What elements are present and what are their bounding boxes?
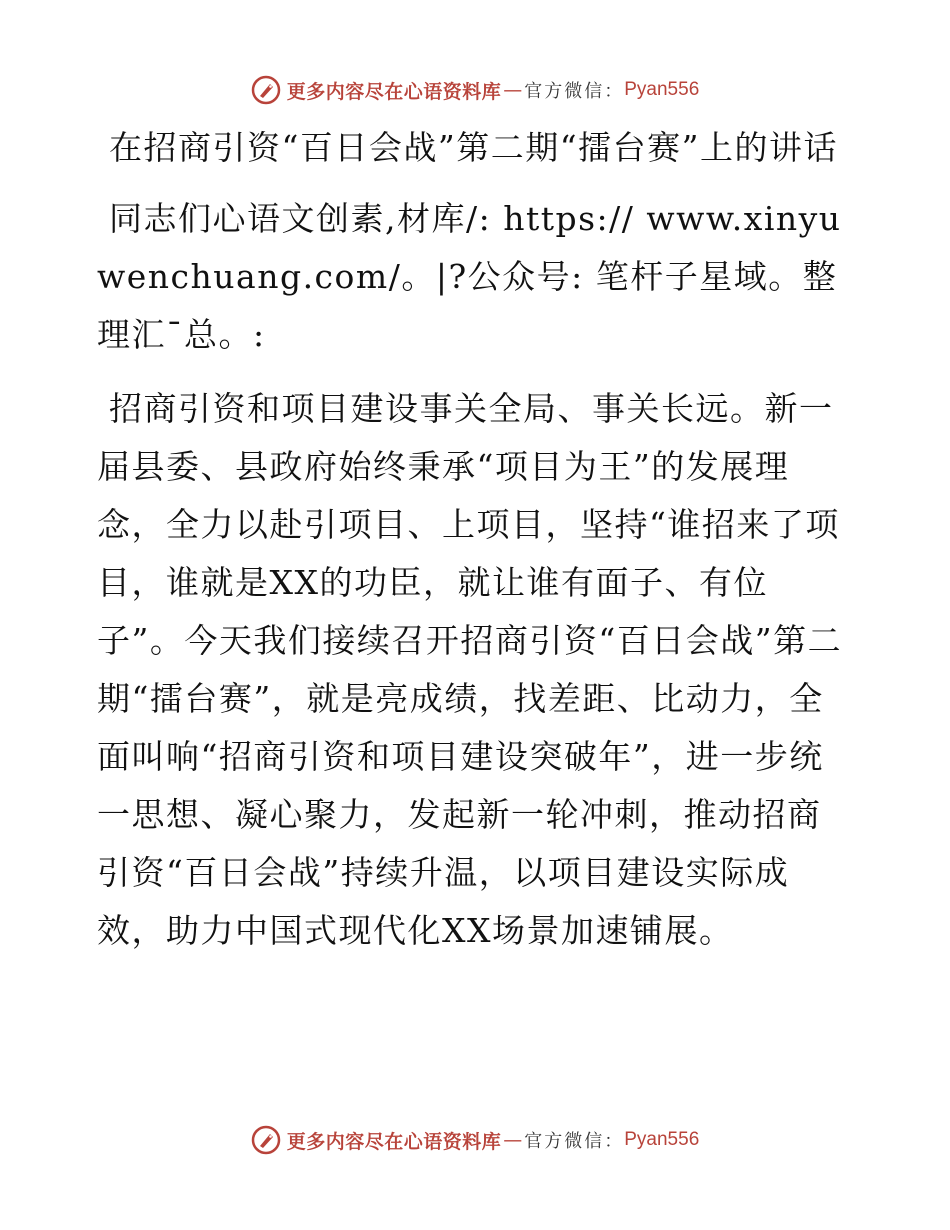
- document-content: [97, 122, 849, 960]
- wechat-id: Pyan556: [624, 79, 700, 100]
- official-wechat-label: 官方微信：: [524, 1131, 625, 1152]
- document-title: 在招商引资“百日会战”第二期“擂台赛”上的讲话: [109, 128, 838, 167]
- official-wechat-label: 官方微信：: [524, 81, 625, 102]
- document-intro: 同志们心语文创素,材库/: https:// www.xinyuwenchuang.com/。|?公众号: 笔杆子星域。整理汇¯总。:: [97, 199, 842, 354]
- brand-text: 更多内容尽在心语资料库: [286, 80, 502, 103]
- pen-nib-logo-icon: [251, 1125, 281, 1155]
- footer-watermark-banner: [0, 1120, 950, 1160]
- brand-text: 更多内容尽在心语资料库: [286, 1130, 502, 1153]
- banner-dash: —: [503, 79, 523, 101]
- document-body: 招商引资和项目建设事关全局、事关长远。新一届县委、县政府始终秉承“项目为王”的发展理念，全力以赴引项目、上项目，坚持“谁招来了项目，谁就是XX的功臣，就让谁有面子、有位子”。今天我们接续召开招商引资“百日会战”第二期“擂台赛”，就是亮成绩，找差距、比动力，全面叫响“招商引资和项目建设突破年”，进一步统一思想、凝心聚力，发起新一轮冲刺，推动招商引资“百日会战”持续升温，以项目建设实际成效，助力中国式现代化XX场景加速铺展。: [97, 389, 843, 950]
- pen-nib-logo-icon: [251, 75, 281, 105]
- wechat-id: Pyan556: [624, 1129, 700, 1150]
- header-watermark-banner: [0, 70, 950, 110]
- banner-dash: —: [503, 1129, 523, 1151]
